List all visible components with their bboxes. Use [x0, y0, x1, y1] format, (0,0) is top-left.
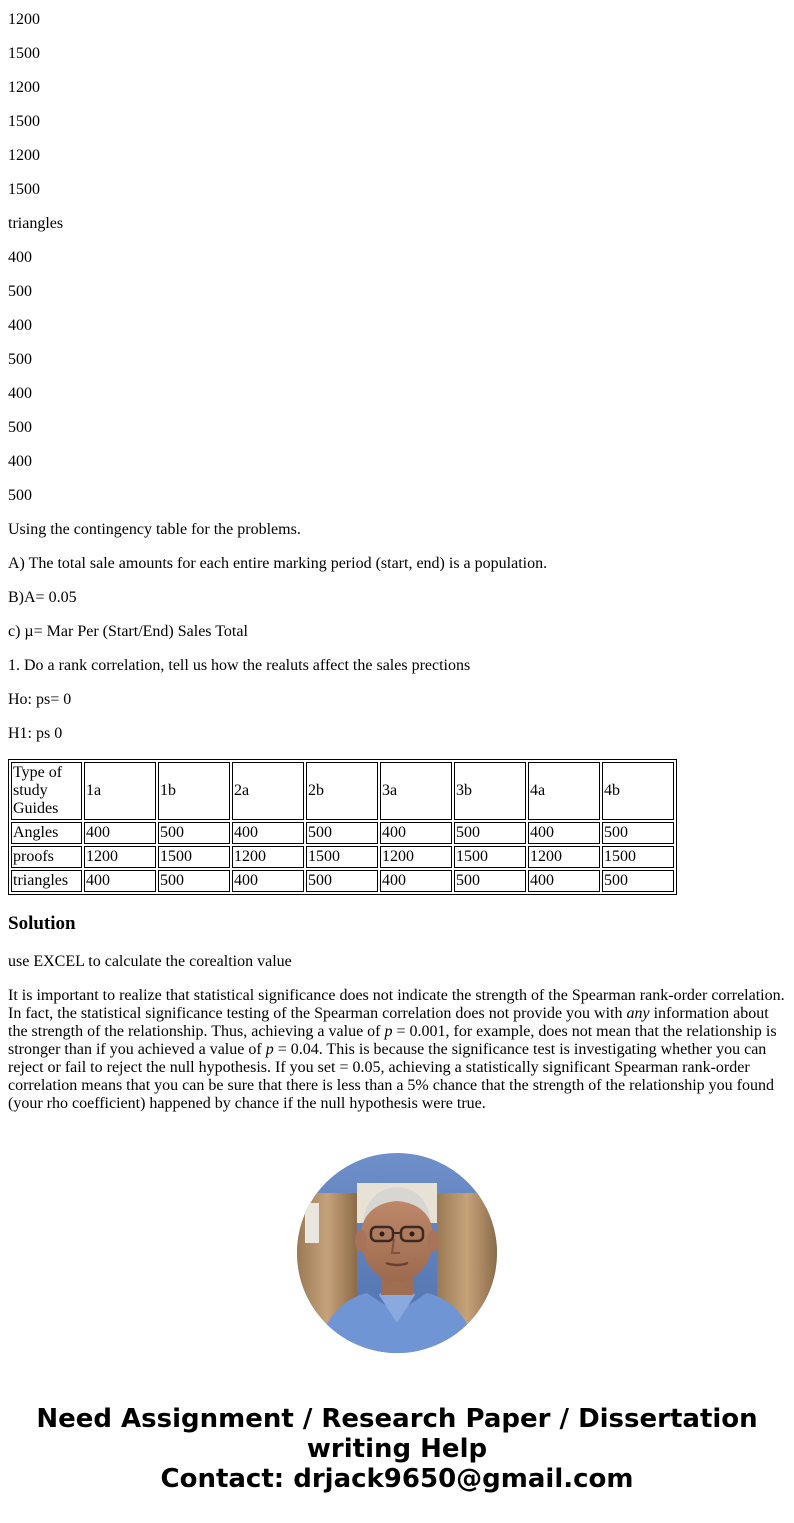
- document-body: [8, 11, 786, 1113]
- problem-part-c: c) µ= Mar Per (Start/End) Sales Total: [8, 623, 248, 640]
- promo-footer: [0, 1404, 794, 1494]
- promo-line: writing Help: [306, 1434, 488, 1464]
- table-cell: 500: [602, 822, 674, 844]
- problem-intro: Using the contingency table for the problems.: [8, 521, 301, 538]
- table-cell: 500: [158, 822, 230, 844]
- table-header-cell: 3b: [454, 762, 526, 820]
- tutor-avatar: [297, 1153, 497, 1353]
- value-line: 1500: [8, 181, 40, 198]
- table-header-cell: Type of study Guides: [11, 762, 82, 820]
- value-line: 1200: [8, 147, 40, 164]
- category-label: triangles: [8, 215, 64, 232]
- solution-line: use EXCEL to calculate the corealtion value: [8, 953, 292, 970]
- table-row: [11, 846, 674, 868]
- table-cell: 400: [380, 822, 452, 844]
- value-line: 400: [8, 249, 32, 266]
- value-line: 500: [8, 351, 32, 368]
- table-header-cell: 3a: [380, 762, 452, 820]
- text-run: It is important to realize that statistical significance does not indicate the strength of the Spearman rank-order correlation. In fact, the statistical significance testing of the Spearman correlation does not provide you with: [8, 987, 785, 1022]
- solution-heading: Solution: [8, 913, 76, 934]
- table-cell: triangles: [11, 870, 82, 892]
- table-row: [11, 822, 674, 844]
- p-variable: p: [265, 1041, 274, 1058]
- question-1: 1. Do a rank correlation, tell us how the realuts affect the sales prections: [8, 657, 471, 674]
- table-cell: 500: [454, 870, 526, 892]
- value-line: 500: [8, 283, 32, 300]
- table-cell: 1500: [454, 846, 526, 868]
- table-cell: 400: [528, 870, 600, 892]
- value-line: 1500: [8, 113, 40, 130]
- table-cell: 1200: [528, 846, 600, 868]
- text-run: = 0.04. This is because the significance test is investigating whether you can reject or fail to reject the null hypothesis. If you set = 0.05, achieving a statistically significant Spearman rank-order correlation means that you can be sure that there is less than a 5% chance that the strength of the relationship you found (your rho coefficient) happened by chance if the null hypothesis were true.: [8, 1041, 774, 1112]
- emphasis: any: [626, 1005, 650, 1022]
- table-cell: 400: [528, 822, 600, 844]
- alt-hypothesis: H1: ps 0: [8, 725, 63, 742]
- text-run: = 0.001, for example, does not mean that the relationship is stronger than if you achieved a value of: [8, 1023, 777, 1058]
- table-cell: 1200: [380, 846, 452, 868]
- text-run: information about the strength of the relationship. Thus, achieving a value of: [8, 1005, 769, 1040]
- table-cell: 500: [454, 822, 526, 844]
- table-cell: 400: [84, 870, 156, 892]
- promo-line: Need Assignment / Research Paper / Dissertation: [36, 1404, 758, 1434]
- contingency-table: [8, 759, 677, 895]
- table-cell: 500: [602, 870, 674, 892]
- table-cell: 500: [306, 870, 378, 892]
- value-line: 400: [8, 317, 32, 334]
- table-cell: 500: [158, 870, 230, 892]
- table-header-cell: 4b: [602, 762, 674, 820]
- value-line: 500: [8, 487, 32, 504]
- table-cell: Angles: [11, 822, 82, 844]
- table-cell: proofs: [11, 846, 82, 868]
- value-line: 400: [8, 385, 32, 402]
- portrait-photo: [297, 1153, 497, 1353]
- table-header-row: [11, 762, 674, 820]
- problem-part-a: A) The total sale amounts for each entire marking period (start, end) is a population.: [8, 555, 548, 572]
- table-cell: 400: [380, 870, 452, 892]
- table-header-cell: 1a: [84, 762, 156, 820]
- table-header-cell: 2a: [232, 762, 304, 820]
- value-line: 500: [8, 419, 32, 436]
- table-cell: 400: [232, 822, 304, 844]
- value-line: 1200: [8, 79, 40, 96]
- table-cell: 400: [232, 870, 304, 892]
- null-hypothesis: Ho: ps= 0: [8, 691, 72, 708]
- p-variable: p: [384, 1023, 393, 1040]
- table-cell: 1200: [84, 846, 156, 868]
- value-line: 1500: [8, 45, 40, 62]
- table-header-cell: 1b: [158, 762, 230, 820]
- problem-part-b: B)A= 0.05: [8, 589, 77, 606]
- contact-email: Contact: drjack9650@gmail.com: [160, 1464, 634, 1494]
- table-header-cell: 4a: [528, 762, 600, 820]
- table-cell: 400: [84, 822, 156, 844]
- table-cell: 1500: [158, 846, 230, 868]
- value-line: 400: [8, 453, 32, 470]
- table-header-cell: 2b: [306, 762, 378, 820]
- value-line: 1200: [8, 11, 40, 28]
- table-cell: 500: [306, 822, 378, 844]
- table-cell: 1200: [232, 846, 304, 868]
- table-cell: 1500: [602, 846, 674, 868]
- table-row: [11, 870, 674, 892]
- solution-paragraph: [8, 987, 786, 1113]
- table-cell: 1500: [306, 846, 378, 868]
